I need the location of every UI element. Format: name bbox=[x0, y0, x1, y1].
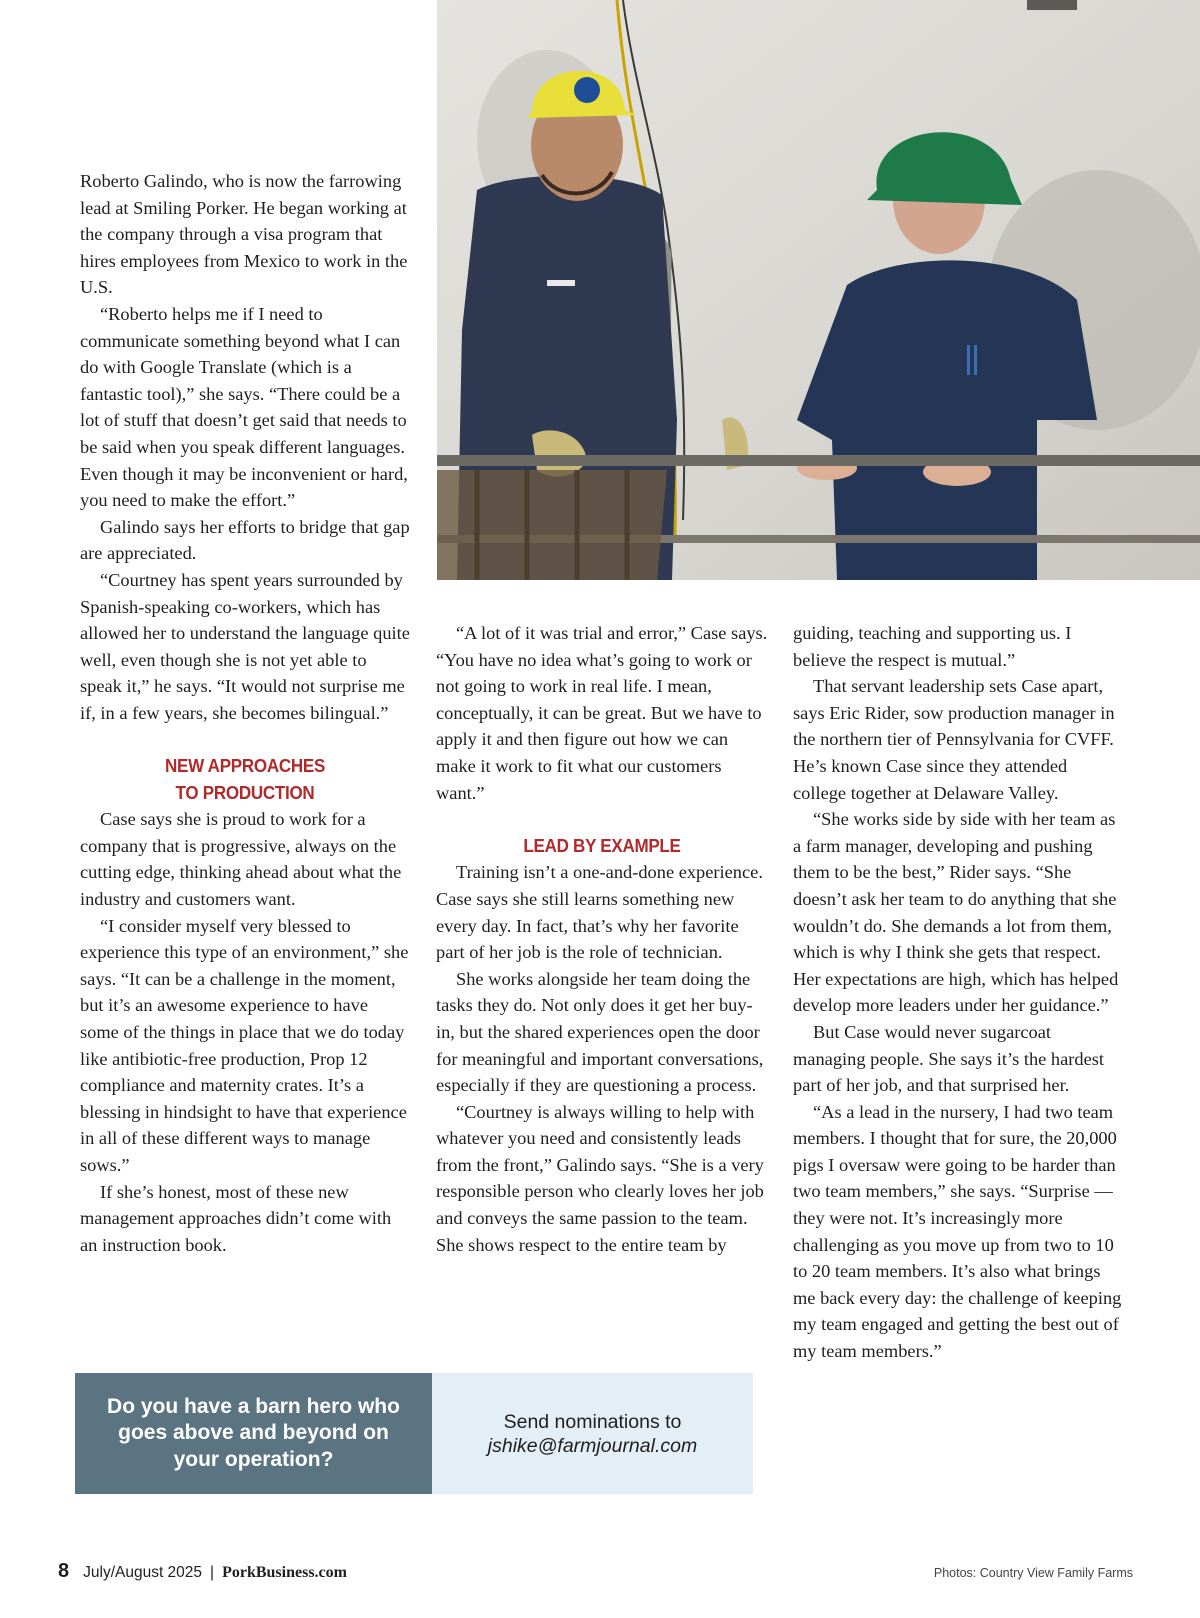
paragraph: But Case would never sugarcoat managing people. She says it’s the hardest part of her job, and that surprised her. bbox=[793, 1021, 1105, 1096]
section-heading-line-1: NEW APPROACHES bbox=[164, 755, 326, 777]
paragraph: “She works side by side with her team as a farm manager, developing and pushing them to be the best,” Rider says. “She doesn’t ask her team to do anything that she wouldn’t do. She demands a lot from them, which is why I think she gets that respect. Her expectations are high, which has helped develop more leaders under her guidance.” bbox=[793, 809, 1119, 1016]
callout-question: Do you have a barn hero who goes above and beyond on your operation? bbox=[75, 1373, 432, 1494]
paragraph: Training isn’t a one-and-done experience. Case says she still learns something new every day. In fact, that’s why her favorite part of her job is the role of technician. bbox=[436, 862, 763, 963]
site-link[interactable]: PorkBusiness.com bbox=[222, 1564, 347, 1581]
paragraph: “A lot of it was trial and error,” Case says. “You have no idea what’s going to work or not going to work in real life. I mean, conceptually, it can be great. But we have to apply it and then figure out how we can make it work to fit what our customers want.” bbox=[436, 623, 768, 803]
paragraph: If she’s honest, most of these new management approaches didn’t come with an instruction book. bbox=[80, 1181, 392, 1255]
paragraph: Galindo says her efforts to bridge that gap are appreciated. bbox=[80, 516, 410, 564]
article-column-1 bbox=[80, 168, 410, 1258]
photo-credit: Photos: Country View Family Farms bbox=[933, 1566, 1133, 1580]
section-heading bbox=[93, 753, 397, 806]
photo-illustration bbox=[437, 0, 1200, 580]
section-heading: LEAD BY EXAMPLE bbox=[523, 834, 681, 856]
page-number: 8 bbox=[58, 1560, 70, 1582]
article-photo bbox=[437, 0, 1200, 580]
issue-date: July/August 2025 bbox=[83, 1564, 203, 1581]
paragraph: Case says she is proud to work for a company that is progressive, always on the cutting edge, thinking ahead about what the industry and customers want. bbox=[80, 809, 402, 910]
paragraph: “I consider myself very blessed to experience this type of an environment,” she says. “It can be a challenge in the moment, but it’s an awesome experience to have some of the things in place that we do today like antibiotic-free production, Prop 12 compliance and maternity crates. It’s a blessing in hindsight to have that experience in all of these different ways to manage sows.” bbox=[80, 915, 409, 1175]
article-column-3 bbox=[793, 620, 1123, 1365]
paragraph: “Roberto helps me if I need to communicate something beyond what I can do with Google Translate (which is a fantastic tool),” she says. “There could be a lot of stuff that doesn’t get said that needs to be said when you speak different languages. Even though it may be inconvenient or hard, you need to make the effort.” bbox=[80, 303, 408, 511]
paragraph: That servant leadership sets Case apart, says Eric Rider, sow production manager in the northern tier of Pennsylvania for CVFF. He’s known Case since they attended college together at Delaware Valley. bbox=[793, 676, 1115, 803]
paragraph: “Courtney has spent years surrounded by Spanish-speaking co-workers, which has allowed her to understand the language quite well, even though she is not yet able to speak it,” he says. “It would not surprise me if, in a few years, she becomes bilingual.” bbox=[80, 569, 410, 723]
paragraph: guiding, teaching and supporting us. I believe the respect is mutual.” bbox=[793, 623, 1072, 670]
paragraph: Roberto Galindo, who is now the farrowing lead at Smiling Porker. He began working at the company through a visa program that hires employees from Mexico to work in the U.S. bbox=[80, 171, 408, 298]
section-heading-line-2: TO PRODUCTION bbox=[175, 781, 315, 803]
footer-separator: | bbox=[210, 1564, 215, 1581]
paragraph: “As a lead in the nursery, I had two team members. I thought that for sure, the 20,000 pigs I oversaw were going to be harder than two team members,” she says. “Surprise — they were not. It’s increasingly more challenging as you move up from two to 10 to 20 team members. It’s also what brings me back every day: the challenge of keeping my team engaged and getting the best out of my team members.” bbox=[793, 1101, 1122, 1362]
paragraph: “Courtney is always willing to help with whatever you need and consistently leads from the front,” Galindo says. “She is a very responsible person who clearly loves her job and conveys the same passion to the team. She shows respect to the entire team by bbox=[436, 1101, 764, 1255]
callout-email-link[interactable]: jshike@farmjournal.com bbox=[487, 1434, 698, 1457]
page-footer bbox=[58, 1560, 347, 1583]
nomination-callout bbox=[75, 1373, 753, 1494]
callout-send-text: Send nominations to bbox=[503, 1410, 682, 1433]
callout-contact bbox=[432, 1373, 753, 1494]
article-column-2 bbox=[436, 620, 768, 1258]
paragraph: She works alongside her team doing the tasks they do. Not only does it get her buy-in, but the shared experiences open the door for meaningful and important conversations, especially if they are questioning a process. bbox=[436, 968, 764, 1096]
